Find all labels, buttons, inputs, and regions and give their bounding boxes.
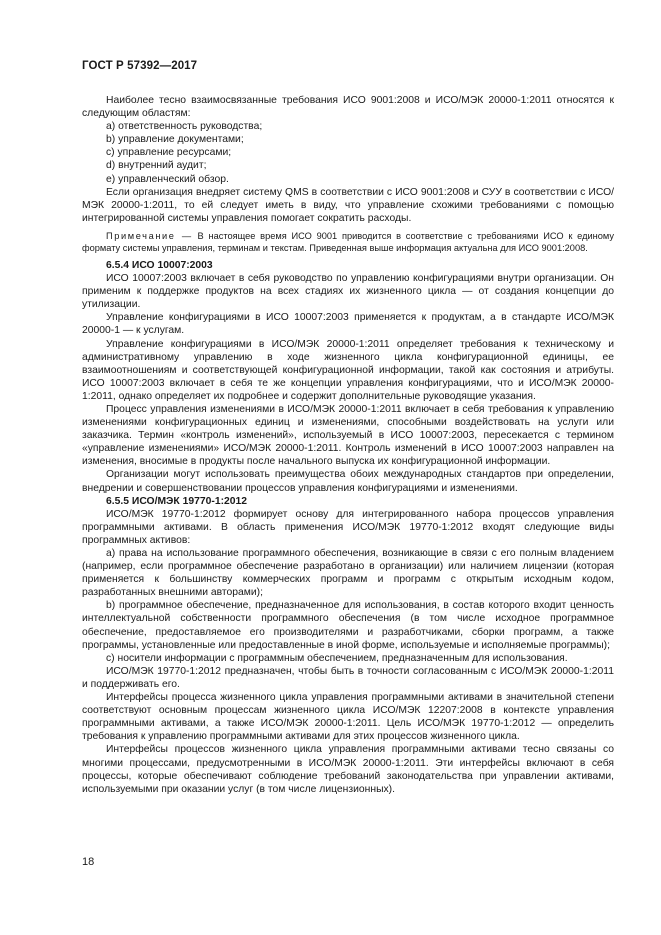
area-item: d) внутренний аудит; [106, 160, 207, 172]
section-paragraph: ИСО/МЭК 19770-1:2012 формирует основу для интегрированного набора процессов управления программными активами. В область применения ИСО/МЭК 19770-1:2012 входят следующие виды программных активов: [82, 508, 614, 546]
section-paragraph: ИСО/МЭК 19770-1:2012 предназначен, чтобы быть в точности согласованным с ИСО/МЭК 20000-1:2011 и поддерживать его. [82, 665, 614, 690]
area-item: c) управление ресурсами; [106, 147, 232, 159]
area-item: a) ответственность руководства; [106, 121, 263, 133]
section-paragraph: Организации могут использовать преимущества обоих международных стандартов при определении, внедрении и совершенствовании процессов управления конфигурациями и изменениями. [82, 469, 614, 494]
section-paragraph: Управление конфигурациями в ИСО 10007:2003 применяется к продуктам, а в стандарте ИСО/МЭК 20000-1 — к услугам. [82, 312, 614, 337]
asset-item: b) программное обеспечение, предназначенное для использования, в состав которого входит ценность интеллектуальной собственности программного обеспечения (в том числе исходное программное обеспечение, предоставляемое его производителями и разработчиками, сборки программ, а также программы, установленные или предоставленные в иной форме, используемые и исполняемые программы); [82, 600, 614, 651]
note [82, 230, 614, 254]
section-paragraph: Интерфейсы процессов жизненного цикла управления программными активами тесно связаны со многими процессами, предусмотренными в ИСО/МЭК 20000-1:2011. Эти интерфейсы включают в себя процессы, которые обеспечивают соблюдение требований законодательства при управлении активами, используемыми при оказании услуг (в том числе лицензионных). [82, 744, 614, 795]
section-paragraph: Управление конфигурациями в ИСО/МЭК 20000-1:2011 определяет требования к техническому и административному управлению в ходе жизненного цикла конфигурационной единицы, ее взаимоотношениям и соответствующей конфигурационной информации, такой как состояния и атрибуты. ИСО 10007:2003 включает в себя те же концепции управления конфигурациями, что и ИСО/МЭК 20000-1:2011, однако определяет их подробнее и содержит дополнительные руководящие указания. [82, 338, 614, 402]
section-paragraph: ИСО 10007:2003 включает в себя руководство по управлению конфигурациями внутри организации. Он применим к поддержке продуктов на всех стадиях их жизненного цикла — от создания концепции до утилизации. [82, 273, 614, 311]
asset-item: c) носители информации с программным обеспечением, предназначенным для использования. [106, 652, 568, 664]
page-number: 18 [82, 856, 95, 868]
asset-item: a) права на использование программного обеспечения, возникающие в связи с его полным владением (например, если программное обеспечение разработано в организации) или наличием лицензии (которая применяется к большинству коммерческих программ и программ с открытым исходным кодом, разработанных внешними авторами); [82, 548, 614, 599]
section-heading-6-5-5: 6.5.5 ИСО/МЭК 19770-1:2012 [106, 495, 248, 507]
page-body [82, 94, 614, 796]
note-label: Примечание — [106, 230, 193, 241]
qms-paragraph: Если организация внедряет систему QMS в соответствии с ИСО 9001:2008 и СУУ в соответствии с ИСО/МЭК 20000-1:2011, то ей следует иметь в виду, что управление схожими требованиями с помощью интегрированной системы управления помогает сократить расходы. [82, 186, 614, 224]
standard-header: ГОСТ Р 57392—2017 [82, 60, 198, 72]
section-heading-6-5-4: 6.5.4 ИСО 10007:2003 [106, 259, 213, 271]
section-paragraph: Процесс управления изменениями в ИСО/МЭК 20000-1:2011 включает в себя требования к управлению изменениями конфигурационных единиц и изменениями, способными воздействовать на услуги или заказчика. Термин «контроль изменений», используемый в ИСО 10007:2003, пересекается с термином «управление изменениями» ИСО/МЭК 20000-1:2011. Контроль изменений в ИСО 10007:2003 направлен на изменения, вносимые в продукты после начального выпуска их конфигурационной информации. [82, 403, 614, 468]
note-text: В настоящее время ИСО 9001 приводится в соответствие с требованиями ИСО к единому формату системы управления, терминам и текстам. Приведенная выше информация актуальна для ИСО 9001:2008. [82, 230, 614, 253]
area-item: b) управление документами; [106, 134, 244, 146]
section-paragraph: Интерфейсы процесса жизненного цикла управления программными активами в значительной степени соответствуют основным процессам жизненного цикла ИСО/МЭК 12207:2008 в контексте управления программными активами, а также ИСО/МЭК 20000-1:2011. Цель ИСО/МЭК 19770-1:2012 — определить требования к управлению программными активами для этих процессов жизненного цикла. [82, 692, 614, 743]
area-item: e) управленческий обзор. [106, 173, 229, 185]
intro-paragraph: Наиболее тесно взаимосвязанные требования ИСО 9001:2008 и ИСО/МЭК 20000-1:2011 относятся к следующим областям: [82, 95, 614, 120]
